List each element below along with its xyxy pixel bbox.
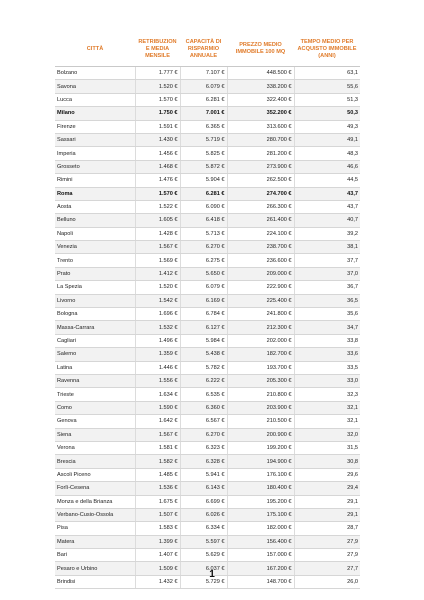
cell-city: Lucca	[55, 93, 135, 106]
table-row	[55, 401, 360, 414]
cell-saving: 6.143 €	[180, 482, 227, 495]
cell-price: 210.500 €	[227, 415, 294, 428]
table-row	[55, 267, 360, 280]
cell-salary: 1.696 €	[135, 308, 180, 321]
cell-years: 35,6	[294, 308, 360, 321]
cell-salary: 1.581 €	[135, 441, 180, 454]
cell-salary: 1.583 €	[135, 522, 180, 535]
cell-years: 55,6	[294, 80, 360, 93]
cell-salary: 1.605 €	[135, 214, 180, 227]
table-row	[55, 227, 360, 240]
header-saving: CAPACITÀ DI RISPARMIO ANNUALE	[180, 32, 227, 67]
cell-city: Como	[55, 401, 135, 414]
cell-salary: 1.407 €	[135, 549, 180, 562]
table-row	[55, 468, 360, 481]
cell-saving: 6.418 €	[180, 214, 227, 227]
cell-salary: 1.507 €	[135, 508, 180, 521]
cell-price: 313.600 €	[227, 120, 294, 133]
cell-years: 44,5	[294, 174, 360, 187]
cell-price: 281.200 €	[227, 147, 294, 160]
cell-city: Salerno	[55, 348, 135, 361]
cell-years: 37,7	[294, 254, 360, 267]
table-row	[55, 80, 360, 93]
cell-saving: 6.281 €	[180, 187, 227, 200]
cell-city: Venezia	[55, 241, 135, 254]
table-row	[55, 535, 360, 548]
table-row	[55, 495, 360, 508]
cell-years: 32,3	[294, 388, 360, 401]
cell-salary: 1.428 €	[135, 227, 180, 240]
cell-price: 274.700 €	[227, 187, 294, 200]
cell-city: Brindisi	[55, 575, 135, 588]
header-city: CITTÀ	[55, 32, 135, 67]
cell-city: Bologna	[55, 308, 135, 321]
cell-years: 31,5	[294, 441, 360, 454]
cell-saving: 6.360 €	[180, 401, 227, 414]
table-row	[55, 281, 360, 294]
cell-price: 236.600 €	[227, 254, 294, 267]
cell-city: Roma	[55, 187, 135, 200]
cell-city: Prato	[55, 267, 135, 280]
cell-price: 338.200 €	[227, 80, 294, 93]
cell-city: Bolzano	[55, 67, 135, 80]
cell-years: 48,3	[294, 147, 360, 160]
cell-years: 27,7	[294, 562, 360, 575]
cell-saving: 6.567 €	[180, 415, 227, 428]
cell-salary: 1.468 €	[135, 160, 180, 173]
table-row	[55, 294, 360, 307]
cell-city: Livorno	[55, 294, 135, 307]
cell-price: 180.400 €	[227, 482, 294, 495]
cell-salary: 1.634 €	[135, 388, 180, 401]
cell-years: 29,1	[294, 495, 360, 508]
cell-years: 46,6	[294, 160, 360, 173]
table-row	[55, 254, 360, 267]
cell-city: Imperia	[55, 147, 135, 160]
table-row	[55, 214, 360, 227]
cell-salary: 1.496 €	[135, 334, 180, 347]
cell-price: 199.200 €	[227, 441, 294, 454]
cell-saving: 6.127 €	[180, 321, 227, 334]
cell-salary: 1.476 €	[135, 174, 180, 187]
cell-price: 156.400 €	[227, 535, 294, 548]
cell-city: Grosseto	[55, 160, 135, 173]
table-row	[55, 174, 360, 187]
cell-saving: 6.323 €	[180, 441, 227, 454]
cell-salary: 1.567 €	[135, 241, 180, 254]
cell-price: 194.900 €	[227, 455, 294, 468]
cell-price: 193.700 €	[227, 361, 294, 374]
cell-salary: 1.446 €	[135, 361, 180, 374]
cell-price: 176.100 €	[227, 468, 294, 481]
cell-price: 210.800 €	[227, 388, 294, 401]
cell-saving: 6.334 €	[180, 522, 227, 535]
cell-city: Belluno	[55, 214, 135, 227]
cell-city: Cagliari	[55, 334, 135, 347]
cell-saving: 5.984 €	[180, 334, 227, 347]
table-row	[55, 107, 360, 120]
cell-years: 32,1	[294, 401, 360, 414]
table-row	[55, 67, 360, 80]
header-years: TEMPO MEDIO PER ACQUISTO IMMOBILE (ANNI)	[294, 32, 360, 67]
cell-price: 209.000 €	[227, 267, 294, 280]
table-row	[55, 482, 360, 495]
cell-saving: 6.222 €	[180, 374, 227, 387]
cell-years: 38,1	[294, 241, 360, 254]
cell-years: 51,3	[294, 93, 360, 106]
table-header-row	[55, 32, 360, 67]
cell-years: 33,5	[294, 361, 360, 374]
cell-years: 27,9	[294, 535, 360, 548]
table-row	[55, 455, 360, 468]
cell-salary: 1.750 €	[135, 107, 180, 120]
cell-city: Verona	[55, 441, 135, 454]
cell-city: Pesaro e Urbino	[55, 562, 135, 575]
cell-saving: 5.729 €	[180, 575, 227, 588]
cell-years: 29,1	[294, 508, 360, 521]
cell-years: 39,2	[294, 227, 360, 240]
cell-years: 34,7	[294, 321, 360, 334]
cell-saving: 6.275 €	[180, 254, 227, 267]
cell-years: 33,0	[294, 374, 360, 387]
table-row	[55, 334, 360, 347]
cell-price: 212.300 €	[227, 321, 294, 334]
cell-saving: 5.941 €	[180, 468, 227, 481]
cell-salary: 1.556 €	[135, 374, 180, 387]
cell-salary: 1.509 €	[135, 562, 180, 575]
cell-years: 32,1	[294, 415, 360, 428]
cell-price: 262.500 €	[227, 174, 294, 187]
cell-saving: 6.535 €	[180, 388, 227, 401]
cell-saving: 5.713 €	[180, 227, 227, 240]
cell-city: Matera	[55, 535, 135, 548]
cell-saving: 6.026 €	[180, 508, 227, 521]
table-row	[55, 200, 360, 213]
cell-years: 36,7	[294, 281, 360, 294]
cell-price: 222.900 €	[227, 281, 294, 294]
cell-years: 63,1	[294, 67, 360, 80]
cell-salary: 1.567 €	[135, 428, 180, 441]
cell-years: 29,6	[294, 468, 360, 481]
cell-city: Bari	[55, 549, 135, 562]
cell-saving: 5.597 €	[180, 535, 227, 548]
table-body	[55, 67, 360, 589]
cell-salary: 1.532 €	[135, 321, 180, 334]
cell-city: Forlì-Cesena	[55, 482, 135, 495]
cell-salary: 1.570 €	[135, 187, 180, 200]
cell-years: 27,9	[294, 549, 360, 562]
cell-price: 225.400 €	[227, 294, 294, 307]
cell-years: 33,8	[294, 334, 360, 347]
cell-city: Savona	[55, 80, 135, 93]
table-row	[55, 388, 360, 401]
cell-saving: 6.079 €	[180, 281, 227, 294]
cell-salary: 1.590 €	[135, 401, 180, 414]
cell-saving: 6.699 €	[180, 495, 227, 508]
table-row	[55, 160, 360, 173]
cell-price: 238.700 €	[227, 241, 294, 254]
table-row	[55, 522, 360, 535]
cell-saving: 5.872 €	[180, 160, 227, 173]
cell-saving: 6.079 €	[180, 80, 227, 93]
cell-saving: 7.107 €	[180, 67, 227, 80]
cell-years: 40,7	[294, 214, 360, 227]
cell-saving: 6.090 €	[180, 200, 227, 213]
cell-years: 37,0	[294, 267, 360, 280]
cell-price: 448.500 €	[227, 67, 294, 80]
cell-city: Siena	[55, 428, 135, 441]
cell-saving: 6.169 €	[180, 294, 227, 307]
cell-city: Sassari	[55, 133, 135, 146]
cell-price: 157.000 €	[227, 549, 294, 562]
cell-city: Genova	[55, 415, 135, 428]
table-row	[55, 321, 360, 334]
cell-city: Trieste	[55, 388, 135, 401]
cell-years: 28,7	[294, 522, 360, 535]
cell-price: 261.400 €	[227, 214, 294, 227]
cell-years: 29,4	[294, 482, 360, 495]
cell-price: 182.700 €	[227, 348, 294, 361]
header-salary: RETRIBUZION E MEDIA MENSILE	[135, 32, 180, 67]
cell-saving: 5.438 €	[180, 348, 227, 361]
cell-price: 205.300 €	[227, 374, 294, 387]
cell-city: Verbano-Cusio-Ossola	[55, 508, 135, 521]
cell-city: Napoli	[55, 227, 135, 240]
cell-saving: 5.719 €	[180, 133, 227, 146]
table-row	[55, 133, 360, 146]
cell-saving: 6.270 €	[180, 241, 227, 254]
cell-price: 273.900 €	[227, 160, 294, 173]
cell-salary: 1.542 €	[135, 294, 180, 307]
cell-city: Latina	[55, 361, 135, 374]
cell-years: 36,5	[294, 294, 360, 307]
cell-salary: 1.432 €	[135, 575, 180, 588]
cell-salary: 1.359 €	[135, 348, 180, 361]
city-housing-table	[55, 32, 360, 589]
table-row	[55, 441, 360, 454]
cell-saving: 6.784 €	[180, 308, 227, 321]
cell-years: 32,0	[294, 428, 360, 441]
cell-salary: 1.522 €	[135, 200, 180, 213]
cell-price: 195.200 €	[227, 495, 294, 508]
cell-salary: 1.777 €	[135, 67, 180, 80]
cell-years: 43,7	[294, 200, 360, 213]
cell-saving: 6.281 €	[180, 93, 227, 106]
cell-salary: 1.456 €	[135, 147, 180, 160]
table-row	[55, 374, 360, 387]
cell-saving: 7.001 €	[180, 107, 227, 120]
cell-city: Monza e della Brianza	[55, 495, 135, 508]
table-row	[55, 187, 360, 200]
table-row	[55, 348, 360, 361]
cell-price: 200.900 €	[227, 428, 294, 441]
cell-saving: 5.629 €	[180, 549, 227, 562]
cell-city: La Spezia	[55, 281, 135, 294]
table-row	[55, 147, 360, 160]
header-price: PREZZO MEDIO IMMOBILE 100 MQ	[227, 32, 294, 67]
cell-years: 43,7	[294, 187, 360, 200]
cell-city: Aosta	[55, 200, 135, 213]
cell-salary: 1.430 €	[135, 133, 180, 146]
cell-city: Firenze	[55, 120, 135, 133]
cell-salary: 1.399 €	[135, 535, 180, 548]
cell-price: 175.100 €	[227, 508, 294, 521]
cell-price: 167.200 €	[227, 562, 294, 575]
cell-price: 224.100 €	[227, 227, 294, 240]
cell-city: Ravenna	[55, 374, 135, 387]
cell-salary: 1.520 €	[135, 80, 180, 93]
cell-salary: 1.675 €	[135, 495, 180, 508]
cell-city: Brescia	[55, 455, 135, 468]
table-row	[55, 361, 360, 374]
cell-salary: 1.582 €	[135, 455, 180, 468]
cell-price: 266.300 €	[227, 200, 294, 213]
cell-salary: 1.520 €	[135, 281, 180, 294]
cell-salary: 1.485 €	[135, 468, 180, 481]
cell-saving: 5.904 €	[180, 174, 227, 187]
cell-price: 148.700 €	[227, 575, 294, 588]
table-row	[55, 415, 360, 428]
cell-salary: 1.536 €	[135, 482, 180, 495]
table-row	[55, 308, 360, 321]
cell-saving: 6.270 €	[180, 428, 227, 441]
table-row	[55, 120, 360, 133]
cell-years: 50,3	[294, 107, 360, 120]
table-row	[55, 428, 360, 441]
cell-saving: 6.365 €	[180, 120, 227, 133]
cell-saving: 5.782 €	[180, 361, 227, 374]
cell-years: 49,1	[294, 133, 360, 146]
cell-price: 203.900 €	[227, 401, 294, 414]
cell-price: 352.200 €	[227, 107, 294, 120]
cell-city: Massa-Carrara	[55, 321, 135, 334]
cell-salary: 1.570 €	[135, 93, 180, 106]
cell-years: 49,3	[294, 120, 360, 133]
cell-price: 280.700 €	[227, 133, 294, 146]
cell-city: Rimini	[55, 174, 135, 187]
cell-saving: 6.328 €	[180, 455, 227, 468]
cell-city: Trento	[55, 254, 135, 267]
table-row	[55, 93, 360, 106]
cell-price: 202.000 €	[227, 334, 294, 347]
cell-price: 182.000 €	[227, 522, 294, 535]
cell-city: Milano	[55, 107, 135, 120]
cell-salary: 1.412 €	[135, 267, 180, 280]
cell-city: Ascoli Piceno	[55, 468, 135, 481]
cell-saving: 5.650 €	[180, 267, 227, 280]
page-number: 1	[209, 569, 215, 580]
cell-city: Pisa	[55, 522, 135, 535]
table-row	[55, 549, 360, 562]
cell-price: 322.400 €	[227, 93, 294, 106]
cell-saving: 5.825 €	[180, 147, 227, 160]
cell-saving: 6.037 €	[180, 562, 227, 575]
table-row	[55, 508, 360, 521]
table-row	[55, 241, 360, 254]
cell-salary: 1.642 €	[135, 415, 180, 428]
cell-years: 30,8	[294, 455, 360, 468]
cell-years: 33,6	[294, 348, 360, 361]
cell-salary: 1.591 €	[135, 120, 180, 133]
cell-years: 26,0	[294, 575, 360, 588]
cell-price: 241.800 €	[227, 308, 294, 321]
cell-salary: 1.569 €	[135, 254, 180, 267]
